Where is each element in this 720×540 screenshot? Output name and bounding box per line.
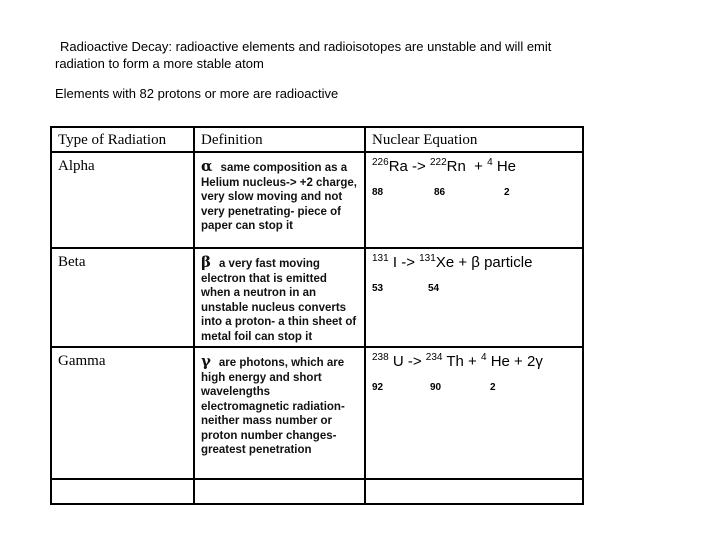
- type-cell: Alpha: [51, 152, 194, 248]
- radiation-table: [50, 126, 584, 505]
- header-equation: Nuclear Equation: [365, 127, 583, 152]
- definition-cell: [194, 347, 365, 479]
- gamma-symbol: γ: [201, 352, 211, 370]
- equation-cell: [365, 248, 583, 347]
- definition-cell: [194, 248, 365, 347]
- subtitle: Elements with 82 protons or more are radioactive: [55, 86, 339, 101]
- atomic-numbers: 92 90 2: [372, 382, 496, 393]
- type-cell: Beta: [51, 248, 194, 347]
- definition-cell: [194, 152, 365, 248]
- header-type: Type of Radiation: [51, 127, 194, 152]
- atomic-numbers: 53 54: [372, 283, 440, 294]
- empty-cell: [51, 479, 194, 504]
- alpha-symbol: α: [201, 157, 213, 175]
- atomic-numbers: 88 86 2: [372, 187, 510, 198]
- type-cell: Gamma: [51, 347, 194, 479]
- equation: $^{131}$ I -> $^{131}$Xe + β particle: [372, 253, 533, 271]
- empty-cell: [365, 479, 583, 504]
- equation: $^{226}$Ra -> $^{222}$Rn + $^4$ He: [372, 157, 517, 175]
- table-row-gamma: [51, 347, 583, 479]
- definition-text: are photons, which are high energy and short wavelengths electromagnetic radiation- neither mass number or proton number changes- greatest penetration: [201, 357, 345, 456]
- header-row: [51, 127, 583, 152]
- empty-cell: [194, 479, 365, 504]
- equation-cell: [365, 152, 583, 248]
- title-line-1: Radioactive Decay: radioactive elements and radioisotopes are unstable and will emit: [60, 39, 552, 54]
- empty-row: [51, 479, 583, 504]
- equation: $^{238}$ U -> $^{234}$ Th + $^4$ He + 2γ: [372, 352, 543, 370]
- beta-symbol: β: [201, 253, 211, 271]
- table-row-beta: [51, 248, 583, 347]
- title-line-2: radiation to form a more stable atom: [55, 56, 264, 71]
- table-row-alpha: [51, 152, 583, 248]
- definition-text: same composition as a Helium nucleus-> +2 charge, very slow moving and not very penetrating- piece of paper can stop it: [201, 162, 357, 232]
- slide-title: [55, 38, 695, 72]
- equation-cell: [365, 347, 583, 479]
- definition-text: a very fast moving electron that is emitted when a neutron in an unstable nucleus converts into a proton- a thin sheet of metal foil can stop it: [201, 258, 357, 343]
- header-definition: Definition: [194, 127, 365, 152]
